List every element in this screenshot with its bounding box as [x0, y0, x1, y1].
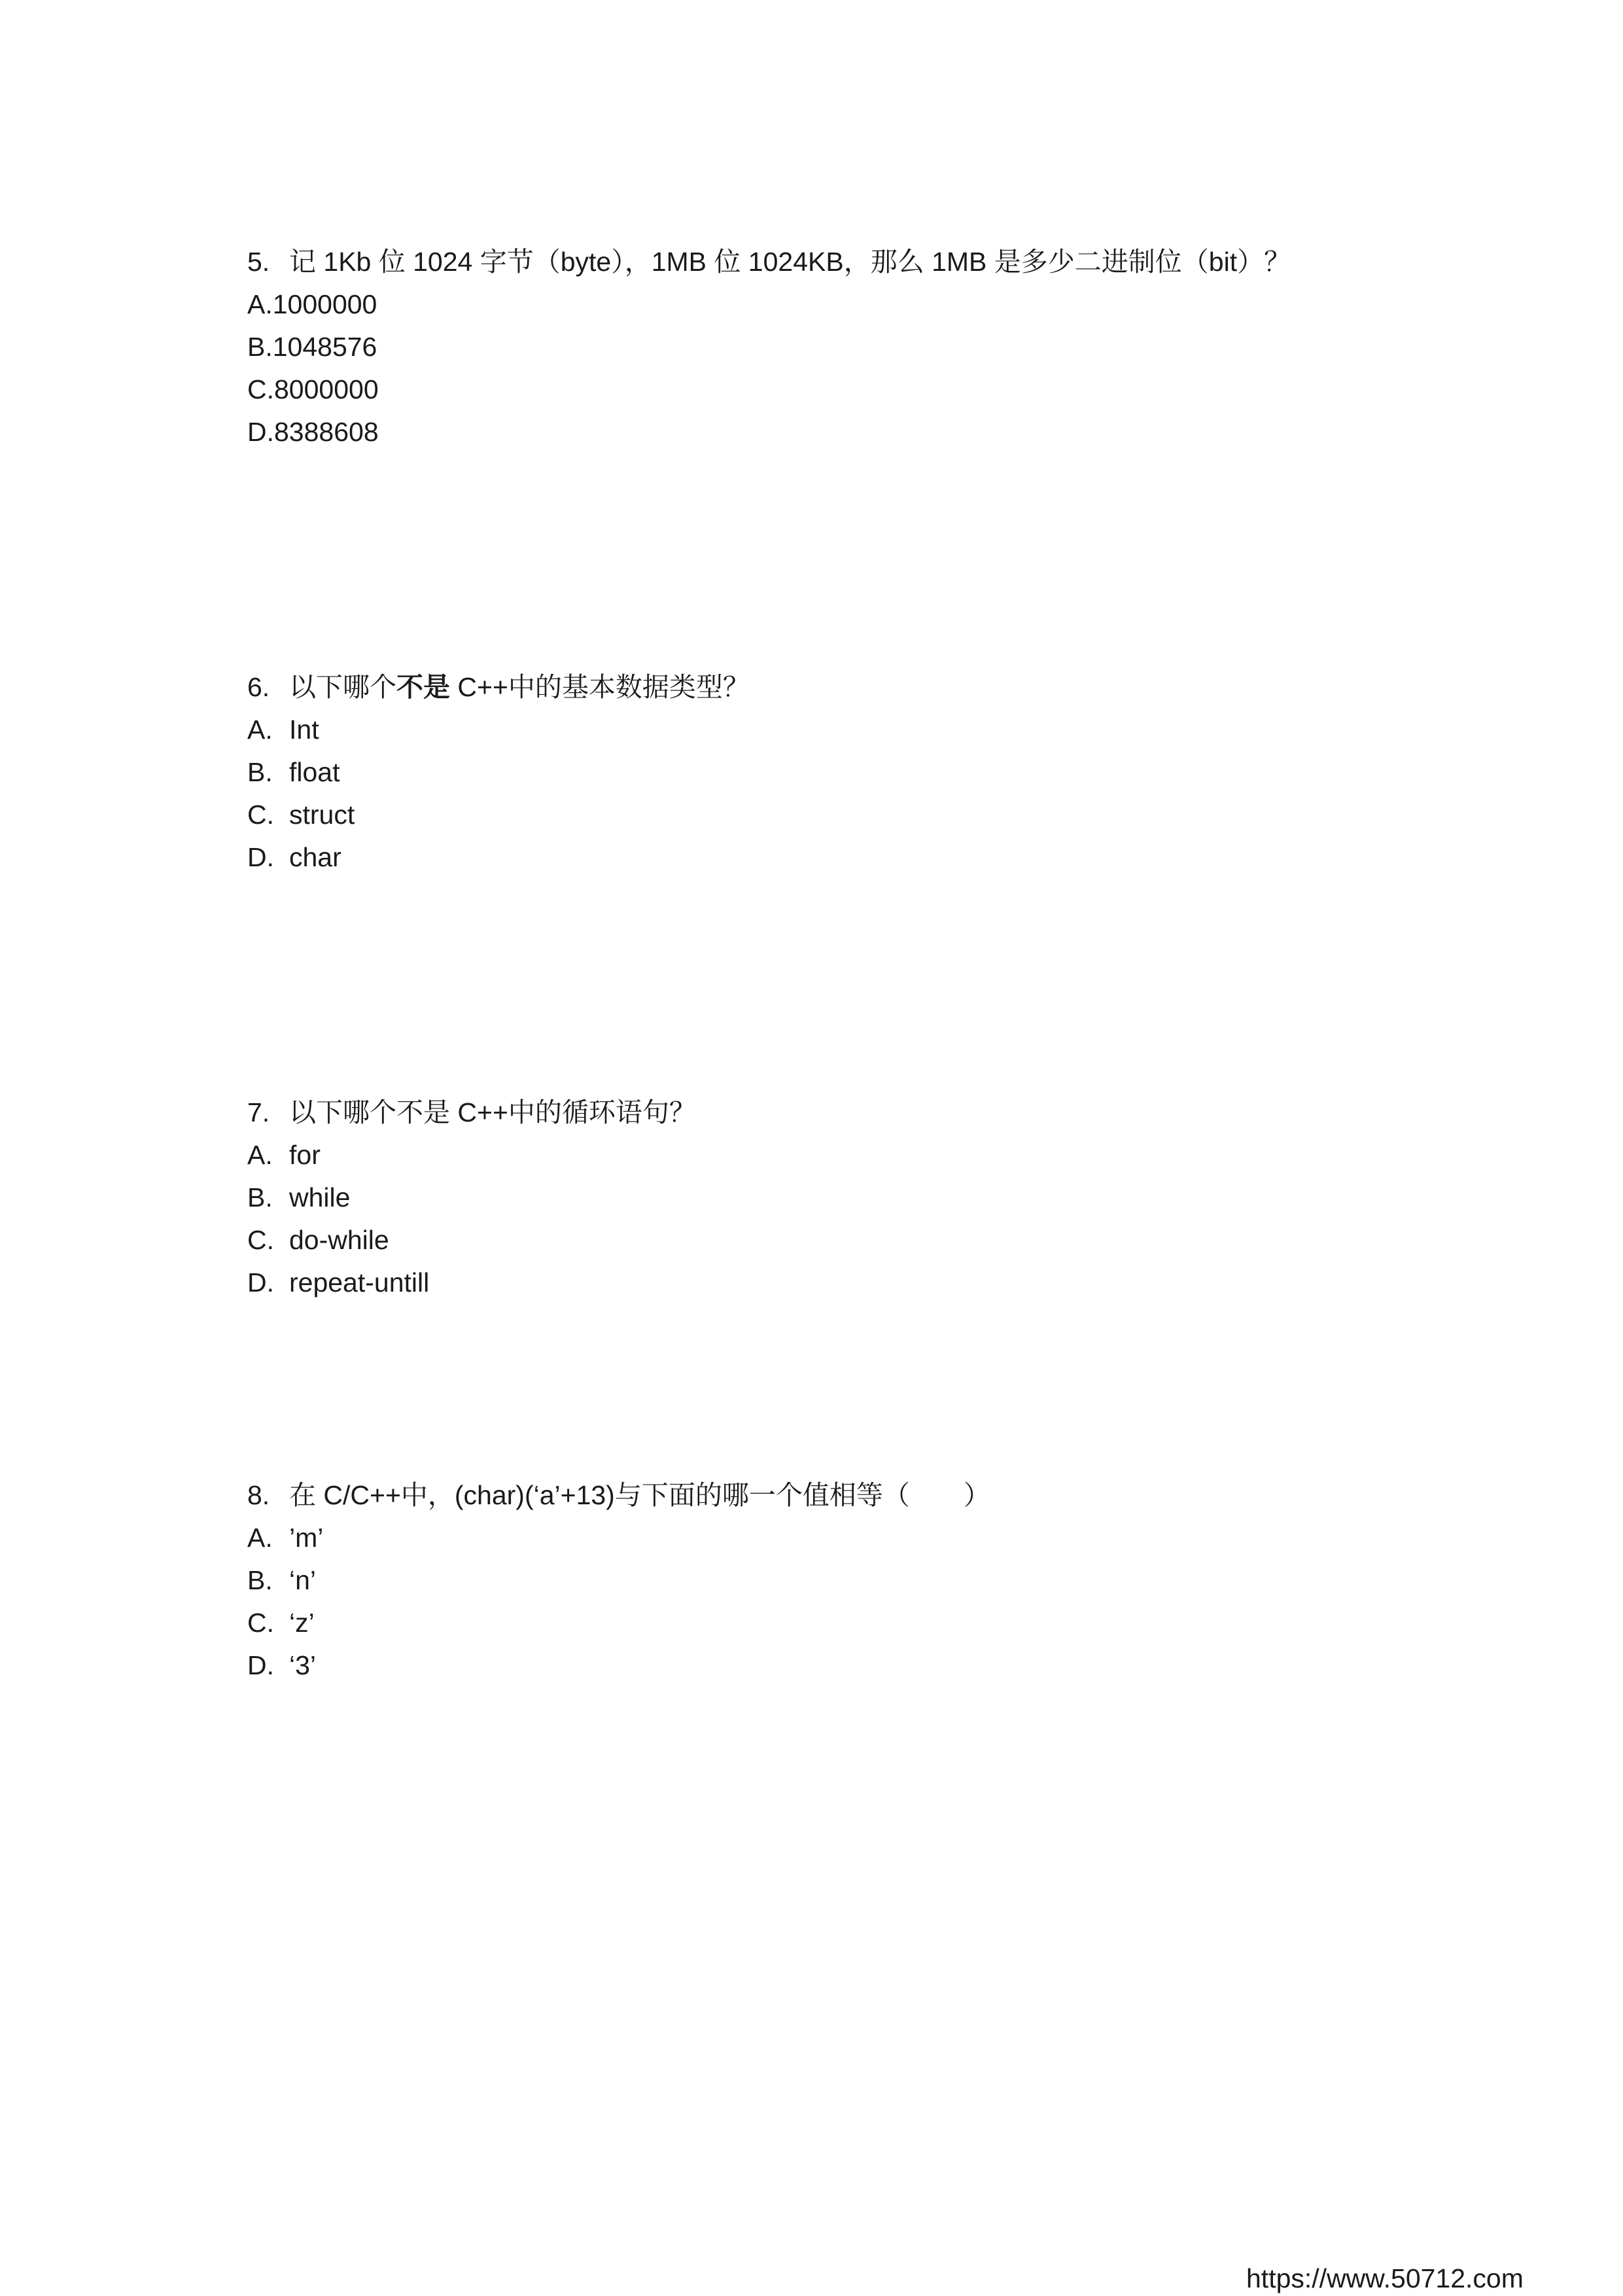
- question-7: [247, 1091, 696, 1304]
- option-text: ‘n’: [289, 1565, 317, 1595]
- option-d: [247, 1262, 696, 1304]
- option-text: ‘z’: [289, 1608, 315, 1638]
- question-6: [247, 666, 750, 879]
- question-5: [247, 241, 1291, 453]
- option-text: char: [289, 842, 341, 872]
- question-number: 6.: [247, 672, 270, 702]
- option-d: D.8388608: [247, 417, 379, 447]
- question-text: 记 1Kb 位 1024 字节（byte），1MB 位 1024KB，那么 1MB 是多少二进制位（bit）？: [289, 247, 1291, 277]
- question-number: 8.: [247, 1480, 270, 1510]
- option-a: [247, 1134, 696, 1176]
- option-b: [247, 1559, 990, 1602]
- question-text: 以下哪个不是 C++中的循环语句？: [289, 1097, 696, 1127]
- footer-url: https://www.50712.com: [1246, 2263, 1524, 2293]
- option-label: B.: [247, 1182, 273, 1212]
- option-b: [247, 751, 750, 794]
- option-text: Int: [289, 715, 319, 745]
- option-text: do-while: [289, 1225, 389, 1255]
- question-text: 在 C/C++中，(char)(‘a’+13)与下面的哪一个值相等（ ）: [289, 1480, 990, 1510]
- option-label: B.: [247, 757, 273, 787]
- option-label: D.: [247, 842, 274, 872]
- question-stem: [247, 666, 750, 709]
- option-text: ‘3’: [289, 1650, 317, 1680]
- option-c: C.8000000: [247, 374, 379, 404]
- question-8: [247, 1474, 990, 1687]
- question-stem: [247, 241, 1291, 283]
- question-text-rest: C++中的基本数据类型？: [450, 672, 750, 702]
- option-a: A.1000000: [247, 289, 377, 319]
- option-label: A.: [247, 1140, 273, 1170]
- option-label: D.: [247, 1267, 274, 1298]
- option-label: A.: [247, 1523, 273, 1553]
- option-b: [247, 1176, 696, 1219]
- option-label: D.: [247, 1650, 274, 1680]
- option-text: repeat-untill: [289, 1267, 430, 1298]
- question-emphasis: 不是: [396, 672, 450, 702]
- option-label: A.: [247, 715, 273, 745]
- option-text: ’m’: [289, 1523, 324, 1553]
- question-number: 5.: [247, 247, 270, 277]
- option-text: struct: [289, 800, 355, 830]
- question-stem: [247, 1474, 990, 1517]
- option-text: while: [289, 1182, 351, 1212]
- question-stem: [247, 1091, 696, 1134]
- option-label: C.: [247, 1608, 274, 1638]
- option-label: B.: [247, 1565, 273, 1595]
- option-c: [247, 1602, 990, 1644]
- option-label: C.: [247, 1225, 274, 1255]
- question-text: 以下哪个: [289, 672, 396, 702]
- option-b: B.1048576: [247, 332, 377, 362]
- option-a: [247, 1517, 990, 1559]
- option-label: C.: [247, 800, 274, 830]
- option-text: for: [289, 1140, 321, 1170]
- question-number: 7.: [247, 1097, 270, 1127]
- option-d: [247, 836, 750, 879]
- option-text: float: [289, 757, 340, 787]
- option-c: [247, 794, 750, 836]
- option-d: [247, 1644, 990, 1687]
- option-a: [247, 709, 750, 751]
- option-c: [247, 1219, 696, 1262]
